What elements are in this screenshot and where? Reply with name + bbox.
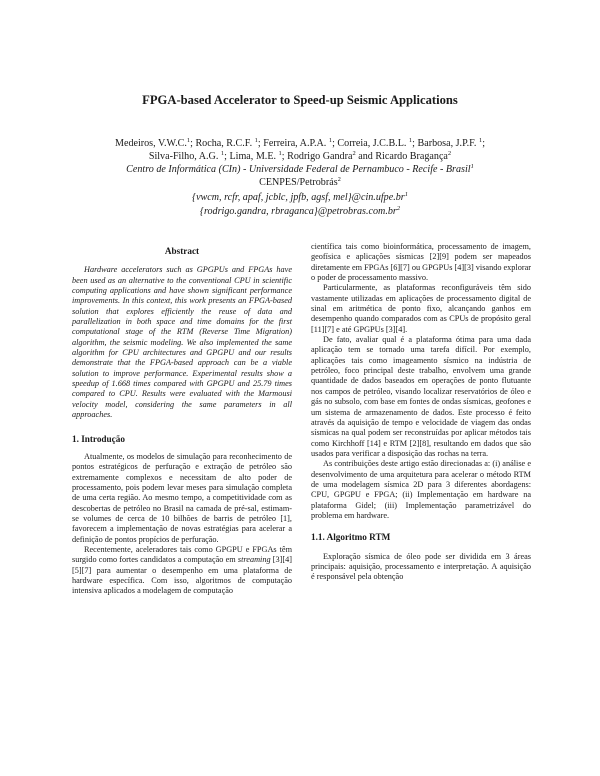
email-cin (40, 192, 560, 203)
author-sup: 2 (447, 150, 452, 158)
abstract-text: Hardware accelerators such as GPGPUs and FPGAs have been used as an alternative to the conventional CPU in scientific computing applications and have shown significant performance improvements. In this context, this work presents an FPGA-based solution that explores efficiently the reuse of data and parallelization in both space and time domains for the first computational stage of the RTM (Reverse Time Migration) algorithm, the seismic modeling. We also implemented the same algorithm for CPU architectures and GPGPU and our results demonstrate that the FPGA-based approach can be a viable solution to improve performance. Experimental results show a speedup of 1.668 times compared with GPGPU and 25.79 times compared to CPU. Results were evaluated with the Marmousi velocity model, considering the same parameters in all approaches. (72, 265, 292, 420)
email-text: {rodrigo.gandra, rbraganca}@petrobras.com.br (199, 206, 397, 217)
text-span: [3][4][5][7] para aumentar o desempenho em uma plataforma de hardware específica. Com isso, algoritmos de computação intensiva aplicados a modelagem de computação (72, 555, 292, 596)
author-sup: 2 (352, 150, 356, 158)
author-name: ; Barbosa, J.P.F. (412, 138, 479, 149)
author-line-1 (60, 137, 540, 150)
email-text: {vwcm, rcfr, apaf, jcblc, jpfb, agsf, mel}@cin.ufpe.br (192, 192, 405, 203)
author-name: ; Lima, M.E. (224, 151, 279, 163)
author-name: ; Ferreira, A.P.A. (257, 138, 329, 149)
email-sup: 1 (404, 191, 408, 198)
author-name: ; (482, 138, 486, 149)
abstract-heading: Abstract (164, 246, 200, 256)
body-paragraph: De fato, avaliar qual é a plataforma ótima para uma dada aplicação tem se tornado uma tarefa difícil. Por exemplo, aplicações tais como imageamento sísmico na indústria de petróleo, foco principal deste trabalho, envolvem uma grande quantidade de dados baseados em operações de ponto flutuante nos campos de petróleo, visando localizar reservatórios de óleo e gás no subsolo, com base em fontes de ondas sísmicas, geofones e um sistema de armazenamento de dados. Este processo é feito através da aquisição de tempo e velocidade de viagem das ondas sísmicas na qual podem ser reconstruídas por aplicar métodos tais como Kirchhoff [14] e RTM [2][8], resultando em dados que são usados para verificar a disposição das rochas na terra. (311, 335, 531, 458)
author-sup: 1 (328, 137, 333, 144)
author-sup: 1 (408, 137, 413, 144)
author-sup: 1 (278, 150, 282, 158)
text-span: Recentemente, aceleradores tais como GPGPU e FPGAs têm surgido como fortes candidatos a computação em (72, 544, 292, 565)
affiliation-cenpes (40, 177, 560, 188)
affiliation-text: CENPES/Petrobrás (259, 177, 338, 188)
author-name: and Ricardo Bragança (355, 151, 448, 163)
intro-paragraph (72, 545, 292, 597)
emphasis-text: streaming (237, 555, 271, 565)
affiliation-sup: 2 (337, 176, 341, 183)
author-sup: 1 (220, 150, 225, 158)
body-paragraph: Particularmente, as plataformas reconfiguráveis têm sido vastamente utilizadas em aplicações de processamento digital de sinal em aritmética de ponto fixo, alcançando ganhos em desempenho quando comparados com as CPUs de propósito geral [11][7] e até GPGPUs [3][4]. (311, 283, 531, 334)
paper-title: FPGA-based Accelerator to Speed-up Seismic Applications (142, 93, 458, 107)
author-list (60, 137, 540, 163)
author-sup: 1 (186, 137, 191, 144)
affiliation-cin (40, 164, 560, 175)
author-name: ; Correia, J.C.B.L. (332, 138, 409, 149)
author-name: ; Rodrigo Gandra (281, 151, 353, 163)
right-column (311, 242, 531, 583)
email-sup: 2 (396, 205, 401, 212)
author-name: Silva-Filho, A.G. (148, 151, 221, 163)
body-paragraph: As contribuições deste artigo estão direcionadas a: (i) análise e desenvolvimento de uma arquitetura para acelerar o método RTM de uma modelagem sísmica 2D para 3 diferentes abordagens: CPU, GPGPU e FPGA; (ii) Implementação em hardware na plataforma Gidel; (iii) Implementação parametrizável do problema em hardware. (311, 459, 531, 520)
section-heading-introduction: 1. Introdução (72, 433, 125, 444)
subsection-heading-rtm: 1.1. Algoritmo RTM (311, 532, 391, 543)
affiliation-sup: 1 (470, 163, 474, 170)
intro-paragraph: Atualmente, os modelos de simulação para reconhecimento de pontos estratégicos de perfuração e extração de petróleo são extremamente complexos e necessitam de alto poder de processamento, pois podem levar meses para simulação completa de uma certa região. Ao mesmo tempo, a competitividade com as descobertas de petróleo no Brasil na camada de pré-sal, estimam-se volumes de cerca de 10 bilhões de barris de petróleo [1], favorecem a implementação de novas estratégias para acelerar a definição de pontos propícios de perfuração. (72, 451, 292, 544)
email-petrobras (40, 206, 560, 217)
author-line-2 (60, 150, 540, 163)
left-column (72, 246, 292, 597)
author-name: ; Rocha, R.C.F. (190, 138, 255, 149)
author-sup: 1 (478, 137, 483, 144)
body-paragraph: Exploração sísmica de óleo pode ser dividida em 3 áreas principais: aquisição, processamento e interpretação. A aquisição é responsável pela obtenção (311, 551, 531, 582)
author-name: Medeiros, V.W.C. (114, 138, 187, 149)
affiliation-text: Centro de Informática (CIn) - Universidade Federal de Pernambuco - Recife - Brasil (126, 164, 471, 175)
body-paragraph: científica tais como bioinformática, processamento de imagem, geofísica e aplicações sísmicas [2][9] podem ser mapeados diretamente em FPGAs [6][7] ou GPGPUs [4][3] visando explorar o poder de processamento massivo. (311, 242, 531, 283)
author-sup: 1 (254, 137, 258, 144)
